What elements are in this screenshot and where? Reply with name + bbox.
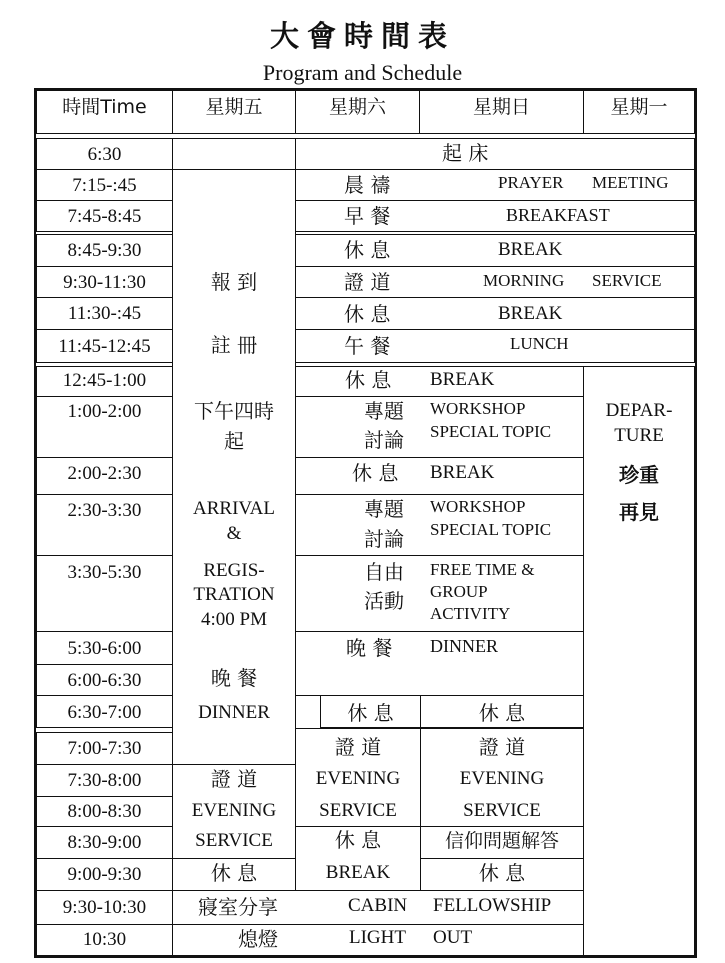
workshop2-cn2: 討論: [364, 527, 404, 551]
document-subtitle: Program and Schedule: [262, 60, 463, 85]
sat-rest: 休 息: [347, 701, 394, 725]
cabin-en2: FELLOWSHIP: [433, 895, 552, 916]
workshop2-en1: WORKSHOP: [430, 497, 526, 516]
break4-cn: 休 息: [352, 461, 399, 485]
time-label: 1:00-2:00: [67, 401, 142, 422]
fri-dinner-cn: 晚 餐: [210, 666, 258, 690]
cabin-cn: 寢室分享: [198, 895, 278, 919]
sun-service-en2: SERVICE: [463, 800, 541, 821]
lights-en1: LIGHT: [349, 927, 406, 948]
service-en2: SERVICE: [592, 271, 662, 290]
time-label: 2:30-3:30: [67, 500, 142, 521]
break2-en: BREAK: [498, 303, 563, 324]
sat-service-cn: 證 道: [334, 735, 382, 759]
header-sunday: 星期日: [472, 96, 530, 118]
free-time-en2: GROUP: [430, 582, 488, 601]
service-en1: MORNING: [483, 271, 565, 290]
break3-cn: 休 息: [345, 368, 392, 392]
sat-break-cn: 休 息: [334, 828, 382, 852]
free-time-en1: FREE TIME &: [430, 560, 535, 579]
break2-cn: 休 息: [344, 302, 391, 326]
lunch-en: LUNCH: [510, 334, 569, 353]
free-time-en3: ACTIVITY: [430, 604, 511, 623]
time-label: 8:00-8:30: [67, 801, 142, 822]
sun-service-en1: EVENING: [459, 768, 545, 789]
cabin-en1: CABIN: [348, 895, 408, 916]
time-label: 11:30-:45: [67, 303, 142, 324]
time-label: 3:30-5:30: [67, 562, 142, 583]
fri-from-four: 下午四時: [194, 399, 274, 423]
time-label: 7:00-7:30: [67, 738, 142, 759]
prayer-en1: PRAYER: [498, 173, 564, 192]
service-cn: 證 道: [344, 270, 391, 294]
workshop2-cn1: 專題: [364, 497, 404, 521]
time-label: 5:30-6:00: [67, 638, 142, 659]
break4-en: BREAK: [430, 462, 495, 483]
break1-cn: 休 息: [344, 238, 391, 262]
free-time-cn2: 活動: [364, 589, 404, 613]
time-label: 11:45-12:45: [58, 336, 151, 357]
lunch-cn: 午 餐: [344, 334, 391, 358]
sun-rest: 休 息: [478, 701, 526, 725]
sun-qa: 信仰問題解答: [444, 830, 559, 852]
fri-service-en2: SERVICE: [195, 830, 273, 851]
mon-farewell2: 再見: [619, 500, 659, 524]
time-label: 6:00-6:30: [67, 670, 142, 691]
mon-farewell1: 珍重: [619, 463, 659, 487]
lights-en2: OUT: [433, 927, 473, 948]
fri-service-en1: EVENING: [191, 800, 277, 821]
fri-dinner-en: DINNER: [198, 702, 270, 723]
workshop1-cn2: 討論: [364, 428, 404, 452]
dinner-cn: 晚 餐: [346, 636, 393, 660]
time-label: 8:45-9:30: [67, 240, 142, 261]
header-friday: 星期五: [205, 96, 263, 118]
sun-rest2: 休 息: [478, 861, 526, 885]
time-label: 9:00-9:30: [67, 864, 142, 885]
sat-service-en2: SERVICE: [319, 800, 397, 821]
workshop1-en1: WORKSHOP: [430, 399, 526, 418]
free-time-cn1: 自由: [364, 560, 404, 584]
dinner-en: DINNER: [430, 636, 498, 656]
prayer-en2: MEETING: [592, 173, 669, 192]
breakfast-cn: 早 餐: [344, 204, 391, 228]
break3-en: BREAK: [430, 369, 495, 390]
mon-depar: DEPAR-: [605, 400, 673, 421]
break1-en: BREAK: [498, 239, 563, 260]
header-time: 時間Time: [62, 96, 147, 118]
lights-cn: 熄燈: [238, 927, 278, 951]
fri-rest: 休 息: [210, 861, 258, 885]
time-label: 9:30-10:30: [62, 897, 147, 918]
time-label: 6:30: [87, 144, 122, 165]
time-label: 12:45-1:00: [62, 370, 147, 391]
sat-break-en: BREAK: [325, 862, 391, 883]
time-label: 7:30-8:00: [67, 770, 142, 791]
document-title: 大會時間表: [269, 19, 455, 53]
time-label: 7:15-:45: [72, 175, 137, 196]
fri-arrival: ARRIVAL: [193, 498, 275, 519]
fri-ampersand: &: [226, 523, 242, 544]
time-label: 9:30-11:30: [63, 272, 146, 293]
wakeup-label: 起 床: [442, 141, 489, 165]
time-label: 2:00-2:30: [67, 463, 142, 484]
workshop2-en2: SPECIAL TOPIC: [430, 520, 552, 539]
time-label: 7:45-8:45: [67, 206, 142, 227]
workshop1-cn1: 專題: [364, 399, 404, 423]
time-label: 8:30-9:00: [67, 832, 142, 853]
fri-service-cn: 證 道: [210, 767, 258, 791]
fri-regis: REGIS-: [203, 560, 265, 581]
time-label: 10:30: [82, 929, 127, 950]
fri-start: 起: [224, 429, 244, 453]
fri-tration: TRATION: [193, 584, 275, 605]
header-saturday: 星期六: [328, 96, 386, 118]
sun-service-cn: 證 道: [478, 735, 526, 759]
prayer-cn: 晨 禱: [344, 173, 391, 197]
breakfast-en: BREAKFAST: [506, 205, 610, 225]
sat-service-en1: EVENING: [315, 768, 401, 789]
fri-register: 註 冊: [210, 333, 258, 357]
header-monday: 星期一: [610, 96, 668, 118]
fri-checkin: 報 到: [210, 270, 258, 294]
fri-four-pm: 4:00 PM: [201, 609, 267, 630]
time-label: 6:30-7:00: [67, 702, 142, 723]
workshop1-en2: SPECIAL TOPIC: [430, 422, 552, 441]
mon-ture: TURE: [614, 425, 664, 446]
